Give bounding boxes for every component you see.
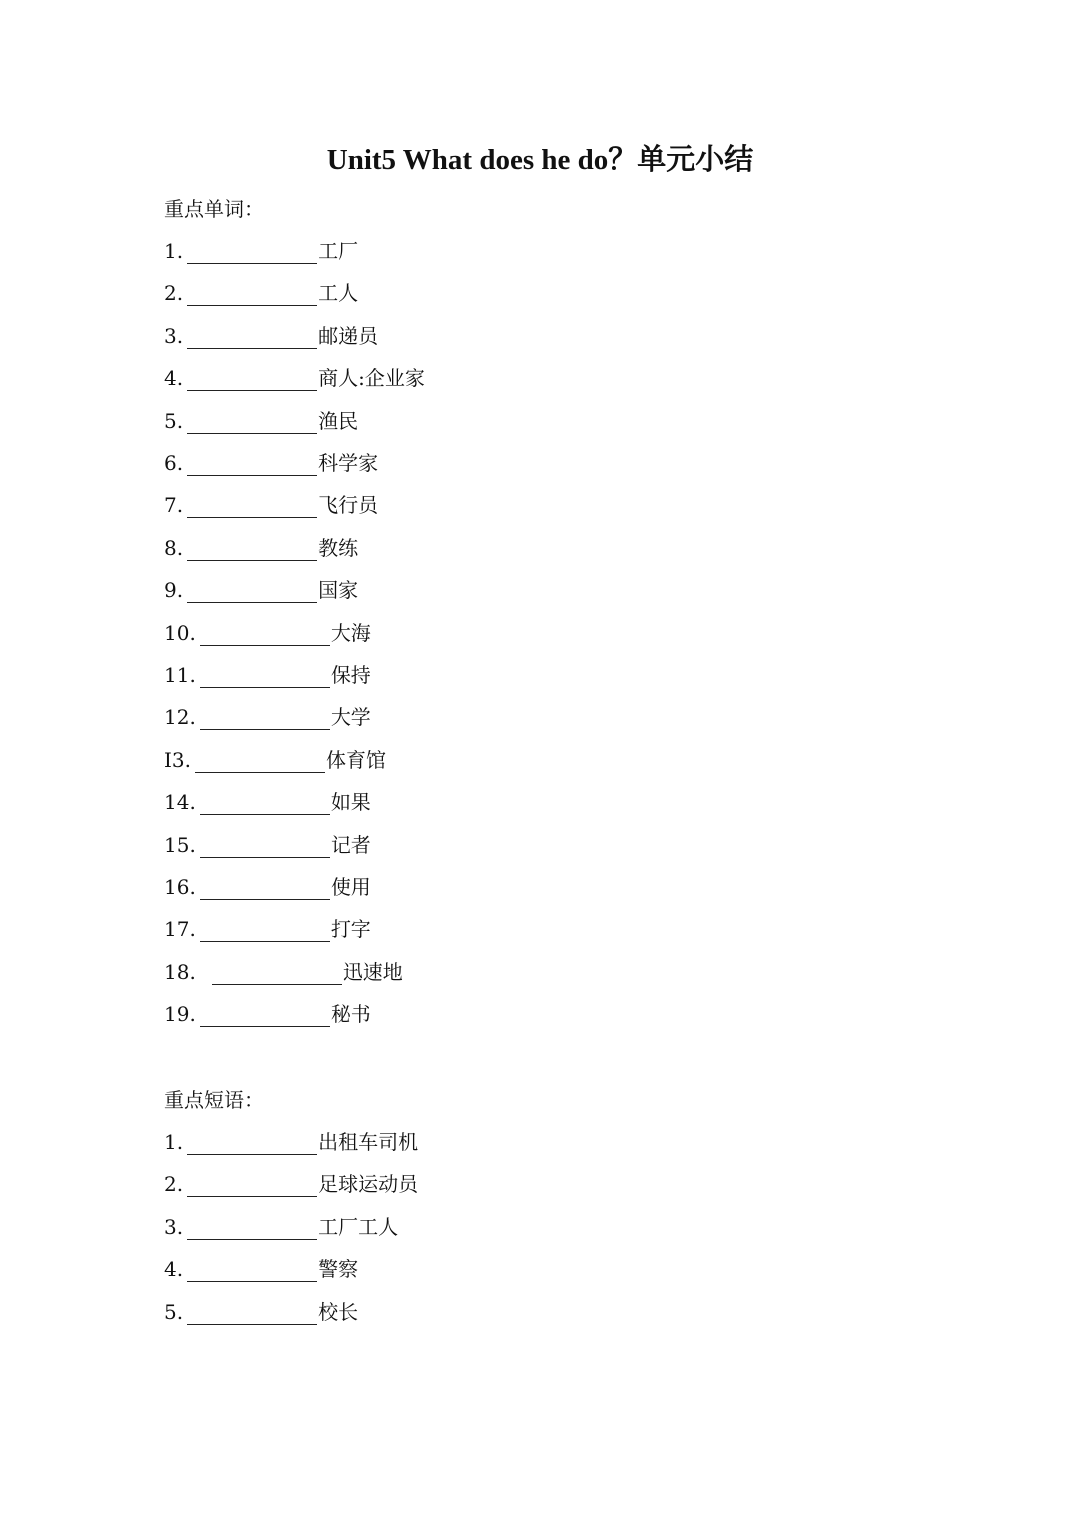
word-meaning: 邮递员 [318,324,379,348]
word-meaning: 使用 [330,875,371,899]
word-meaning: 如果 [330,790,371,814]
answer-blank[interactable] [187,453,317,476]
word-meaning: 科学家 [318,451,379,475]
answer-blank[interactable] [212,962,342,985]
word-meaning: 国家 [318,578,359,602]
answer-blank[interactable] [187,411,317,434]
phrase-row [164,1297,358,1325]
words-section-heading: 重点单词： [164,197,264,221]
page-title: Unit5 What does he do？单元小结 [326,144,754,176]
answer-blank[interactable] [187,580,317,603]
word-meaning: 工人 [318,281,359,305]
word-number: 3. [164,324,184,348]
word-meaning: 体育馆 [325,748,386,772]
word-row [164,702,371,730]
phrase-number: 5. [164,1300,184,1324]
word-row [164,830,371,858]
phrase-row [164,1169,418,1197]
answer-blank[interactable] [200,707,330,730]
word-row [164,490,378,518]
word-meaning: 打字 [330,917,371,941]
phrase-meaning: 出租车司机 [318,1130,419,1154]
word-number: 5. [164,409,184,433]
word-row [164,236,358,264]
word-meaning: 渔民 [318,409,359,433]
answer-blank[interactable] [187,1217,317,1240]
answer-blank[interactable] [187,1132,317,1155]
word-row [164,999,371,1027]
answer-blank[interactable] [187,1302,317,1325]
word-number: 2. [164,281,184,305]
word-number: 8. [164,536,184,560]
word-meaning: 飞行员 [318,493,379,517]
word-number: 12. [164,705,196,729]
phrase-meaning: 警察 [318,1257,359,1281]
word-row [164,745,386,773]
answer-blank[interactable] [187,241,317,264]
word-meaning: 迅速地 [342,960,403,984]
answer-blank[interactable] [200,623,330,646]
phrase-meaning: 校长 [318,1300,359,1324]
answer-blank[interactable] [187,326,317,349]
answer-blank[interactable] [187,1174,317,1197]
answer-blank[interactable] [200,1004,330,1027]
word-number: I3. [164,748,191,772]
word-number: 10. [164,621,196,645]
word-row [164,363,425,391]
answer-blank[interactable] [200,919,330,942]
phrase-row [164,1127,418,1155]
word-number: 6. [164,451,184,475]
word-number: 7. [164,493,184,517]
word-row [164,957,403,985]
word-number: 18. [164,960,196,984]
answer-blank[interactable] [200,792,330,815]
word-row [164,575,358,603]
phrase-meaning: 工厂工人 [318,1215,399,1239]
word-row [164,914,371,942]
word-meaning: 大学 [330,705,371,729]
word-number: 14. [164,790,196,814]
word-number: 15. [164,833,196,857]
answer-blank[interactable] [195,750,325,773]
word-row [164,533,358,561]
phrases-section-heading: 重点短语： [164,1088,264,1112]
word-number: 4. [164,366,184,390]
word-meaning: 记者 [330,833,371,857]
word-meaning: 工厂 [318,239,359,263]
word-meaning: 秘书 [330,1002,371,1026]
word-row [164,660,371,688]
phrase-number: 4. [164,1257,184,1281]
answer-blank[interactable] [187,538,317,561]
phrase-number: 2. [164,1172,184,1196]
phrase-row [164,1212,398,1240]
phrase-row [164,1254,358,1282]
phrase-meaning: 足球运动员 [318,1172,419,1196]
answer-blank[interactable] [187,1259,317,1282]
answer-blank[interactable] [187,495,317,518]
word-row [164,321,378,349]
word-number: 16. [164,875,196,899]
word-row [164,448,378,476]
word-meaning: 大海 [330,621,371,645]
answer-blank[interactable] [200,877,330,900]
word-row [164,872,371,900]
answer-blank[interactable] [187,368,317,391]
word-number: 11. [164,663,196,687]
word-meaning: 商人:企业家 [318,366,425,390]
word-row [164,618,371,646]
answer-blank[interactable] [200,665,330,688]
word-meaning: 保持 [330,663,371,687]
word-meaning: 教练 [318,536,359,560]
word-number: 9. [164,578,184,602]
word-row [164,406,358,434]
word-number: 17. [164,917,196,941]
word-number: 1. [164,239,184,263]
word-row [164,278,358,306]
phrase-number: 1. [164,1130,184,1154]
phrase-number: 3. [164,1215,184,1239]
answer-blank[interactable] [200,835,330,858]
word-row [164,787,371,815]
answer-blank[interactable] [187,283,317,306]
word-number: 19. [164,1002,196,1026]
